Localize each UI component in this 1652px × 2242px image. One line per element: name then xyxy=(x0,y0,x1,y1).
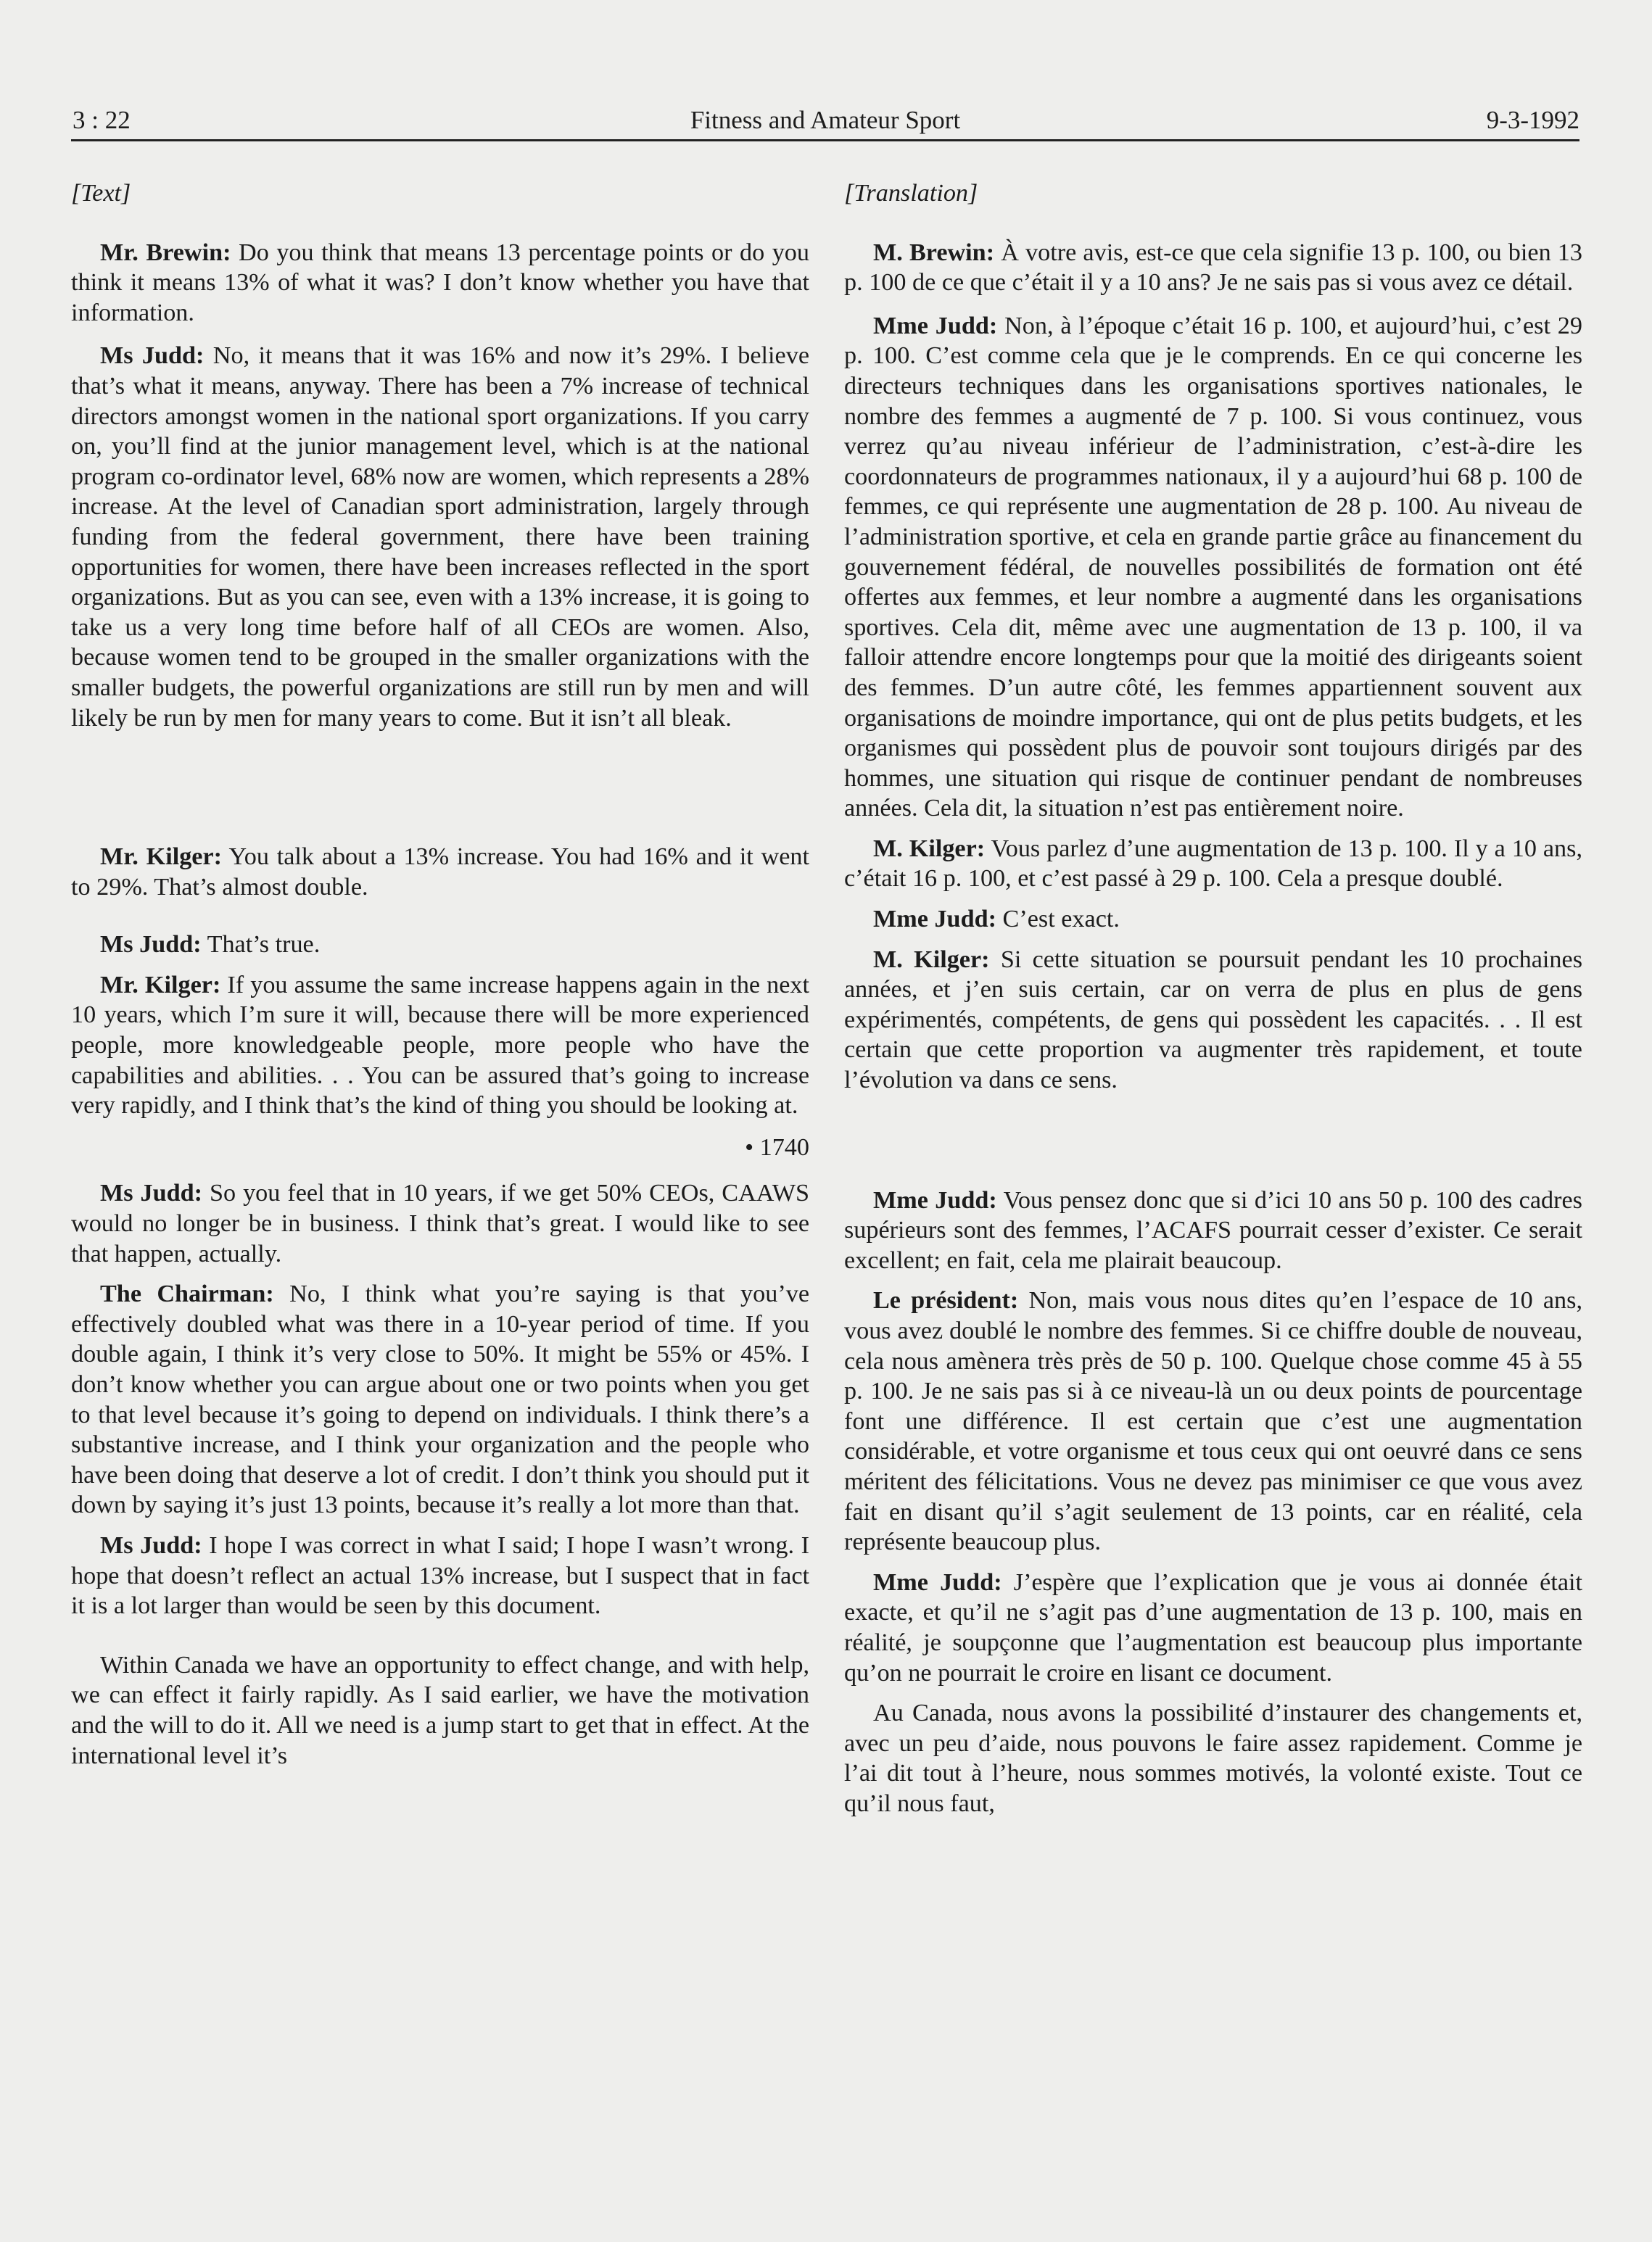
speaker-name: Mme Judd: xyxy=(873,1568,1002,1596)
paragraph xyxy=(71,842,809,902)
speech-text: I hope I was correct in what I said; I hope I wasn’t wrong. I hope that doesn’t reflect an actual 13% increase, but I suspect that in fact it is a lot larger than would be seen by this document. xyxy=(71,1531,809,1620)
speech-text: So you feel that in 10 years, if we get 50% CEOs, CAAWS would no longer be in business. I think that’s great. I would like to see that happen, actually. xyxy=(71,1180,809,1267)
speaker-name: Ms Judd: xyxy=(100,931,202,959)
speaker-name: Ms Judd: xyxy=(100,1180,203,1207)
speech-text: No, it means that it was 16% and now it’s 29%. I believe that’s what it means, anyway. There has been a 7% increase of technical directors amongst women in the national sport organizations. If you carry on, you’ll find at the junior management level, which is at the national program co-ordinator level, 68% now are women, which represents a 28% increase. At the level of Canadian sport administration, largely through funding from the federal government, there have been training opportunities for women, there have been increases reflected in the sport organizations. But as you can see, even with a 13% increase, it is going to take us a very long time before half of all CEOs are women. Also, because women tend to be grouped in the smaller organizations with the smaller budgets, the powerful organizations are still run by men and will likely be run by men for many years to come. But it isn’t all bleak. xyxy=(71,342,809,732)
speech-text: Within Canada we have an opportunity to effect change, and with help, we can effect it fairly rapidly. As I said earlier, we have the motivation and the will to do it. All we need is a jump start to get that in effect. At the international level it’s xyxy=(71,1651,809,1769)
running-title: Fitness and Amateur Sport xyxy=(690,106,961,134)
speaker-name: M. Kilger: xyxy=(873,946,990,973)
paragraph xyxy=(844,238,1582,298)
speech-text: J’espère que l’explication que je vous ai donnée était exacte, et qu’il ne s’agit pas d’une augmentation de 13 p. 100, mais en réalité, je soupçonne que l’augmentation est beaucoup plus importante qu’on ne pourrait le croire en lisant ce document. xyxy=(844,1568,1582,1687)
english-column xyxy=(71,178,809,1771)
speaker-name: Ms Judd: xyxy=(100,342,205,370)
paragraph xyxy=(844,1698,1582,1819)
speech-text: No, I think what you’re saying is that you’ve effectively doubled what was there in a 10-year period of time. If you double again, I think it’s very close to 50%. It might be 55% or 45%. I don’t know whether you can argue about one or two points when you get to that level because it’s going to depend on individuals. I think there’s a substantive increase, and I think your organization and the people who have been doing that deserve a lot of credit. I don’t think you should put it down by saying it’s just 13 points, because it’s really a lot more than that. xyxy=(71,1281,809,1519)
speaker-name: Mr. Kilger: xyxy=(100,843,223,871)
speaker-name: M. Brewin: xyxy=(873,239,995,266)
speech-text: You talk about a 13% increase. You had 16% and it went to 29%. That’s almost double. xyxy=(71,843,809,901)
paragraph xyxy=(71,1650,809,1771)
paragraph xyxy=(844,1186,1582,1276)
speaker-name: Ms Judd: xyxy=(100,1531,202,1559)
paragraph xyxy=(844,904,1582,935)
page-number: 3 : 22 xyxy=(73,106,131,134)
header-date: 9-3-1992 xyxy=(1486,106,1579,134)
paragraph xyxy=(71,970,809,1121)
paragraph xyxy=(844,311,1582,824)
speaker-name: Mme Judd: xyxy=(873,906,996,933)
paragraph xyxy=(71,1178,809,1269)
speaker-name: Mme Judd: xyxy=(873,1186,997,1214)
paragraph xyxy=(71,1279,809,1521)
french-column xyxy=(844,178,1582,1819)
speech-text: À votre avis, est-ce que cela signifie 13 p. 100, ou bien 13 p. 100 de ce que c’était il y a 10 ans? Je ne sais pas si vous avez ce détail. xyxy=(844,239,1582,297)
page-header xyxy=(71,102,1579,141)
paragraph xyxy=(71,1531,809,1621)
speech-text: That’s true. xyxy=(201,931,321,959)
speech-text: Non, mais vous nous dites qu’en l’espace de 10 ans, vous avez doublé le nombre des femmes. Si ce chiffre double de nouveau, cela nous amènera très près de 50 p. 100. Quelque chose comme 45 à 55 p. 100. Je ne sais pas si à ce niveau-là un ou deux points de pourcentage font une différence. Il est certain que c’est une augmentation considérable, et votre organisme et tous ceux qui ont oeuvré dans ce sens méritent des félicitations. Vous ne devez pas minimiser ce que vous avez fait en disant qu’il s’agit seulement de 13 points, car en réalité, cela représente beaucoup plus. xyxy=(844,1287,1582,1556)
speech-text: Vous pensez donc que si d’ici 10 ans 50 p. 100 des cadres supérieurs sont des femmes, l’ACAFS pourrait cesser d’exister. Ce serait excellent; en fait, cela me plairait beaucoup. xyxy=(844,1186,1582,1274)
speech-text: Au Canada, nous avons la possibilité d’instaurer des changements et, avec un peu d’aide, nous pouvons le faire assez rapidement. Comme je l’ai dit tout à l’heure, nous sommes motivés, la volonté existe. Tout ce qu’il nous faut, xyxy=(844,1700,1582,1817)
column-heading: [Text] xyxy=(71,180,131,207)
speech-text: C’est exact. xyxy=(996,906,1120,933)
time-marker: • 1740 xyxy=(745,1133,809,1161)
speech-text: Do you think that means 13 percentage points or do you think it means 13% of what it was? I don’t know whether you have that information. xyxy=(71,239,809,326)
speaker-name: Mr. Brewin: xyxy=(100,239,231,266)
paragraph xyxy=(71,238,809,328)
speech-text: Non, à l’époque c’était 16 p. 100, et aujourd’hui, c’est 29 p. 100. C’est comme cela que je le comprends. En ce qui concerne les directeurs techniques dans les organisations sportives nationales, le nombre des femmes a augmenté de 7 p. 100. Si vous continuez, vous verrez qu’au niveau inférieur de l’administration, c’est-à-dire les coordonnateurs de programmes nationaux, il y a aujourd’hui 68 p. 100 de femmes, ce qui représente une augmentation de 28 p. 100. Au niveau de l’administration sportive, et cela en grande partie grâce au financement du gouvernement fédéral, de nouvelles possibilités de formation ont été offertes aux femmes, et leur nombre a augmenté dans les organisations sportives. Cela dit, même avec une augmentation de 13 p. 100, il va falloir attendre encore longtemps pour que la moitié des dirigeants soient des femmes. D’un autre côté, les femmes appartiennent souvent aux organisations de moindre importance, qui ont de plus petits budgets, et les organismes qui possèdent plus de pouvoir sont toujours dirigés par des hommes, une situation qui risque de continuer pendant de nombreuses années. Cela dit, la situation n’est pas entièrement noire. xyxy=(844,312,1582,822)
paragraph xyxy=(71,341,809,733)
paragraph xyxy=(844,1568,1582,1688)
speech-text: Vous parlez d’une augmentation de 13 p. 100. Il y a 10 ans, c’était 16 p. 100, et c’est passé à 29 p. 100. Cela a presque doublé. xyxy=(844,835,1582,893)
paragraph xyxy=(844,834,1582,894)
speaker-name: Le président: xyxy=(873,1287,1019,1315)
paragraph xyxy=(71,930,809,960)
speaker-name: Mr. Kilger: xyxy=(100,971,221,998)
speaker-name: The Chairman: xyxy=(100,1281,274,1308)
paragraph xyxy=(844,1286,1582,1557)
speaker-name: M. Kilger: xyxy=(873,835,986,862)
speech-text: Si cette situation se poursuit pendant les 10 prochaines années, et j’en suis certain, car on verra de plus en plus de gens expérimentés, compétents, de gens qui possèdent les capacités. . . Il est certain que cette proportion va augmenter très rapidement, et toute l’évolution va dans ce sens. xyxy=(844,946,1582,1094)
paragraph xyxy=(844,945,1582,1096)
speaker-name: Mme Judd: xyxy=(873,312,998,339)
column-heading: [Translation] xyxy=(844,180,978,207)
speech-text: If you assume the same increase happens again in the next 10 years, which I’m sure it will, because there will be more experienced people, more knowledgeable people, more people who have the capabilities and abilities. . . You can be assured that’s going to increase very rapidly, and I think that’s the kind of thing you should be looking at. xyxy=(71,971,810,1120)
